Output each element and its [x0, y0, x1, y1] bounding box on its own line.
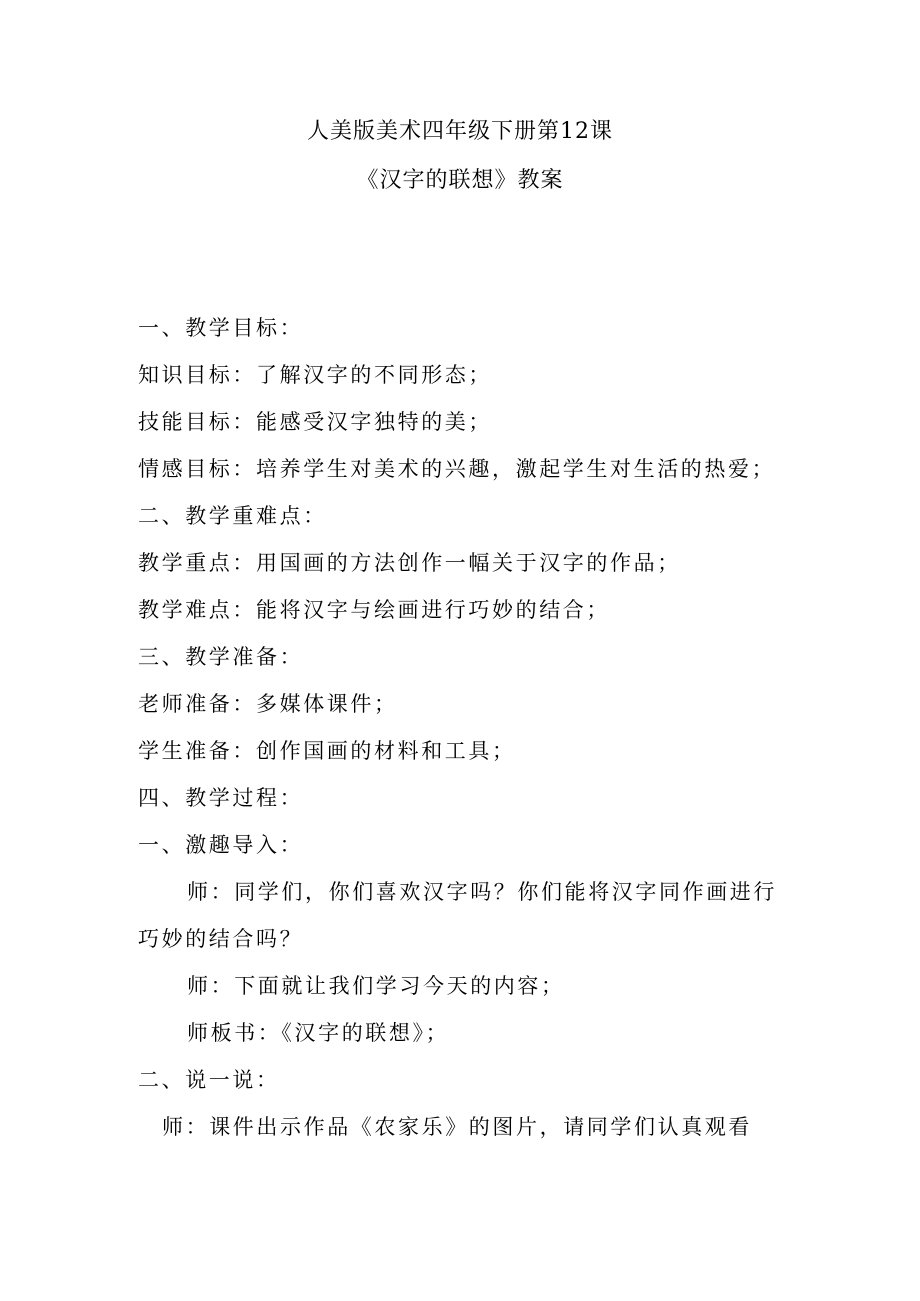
- paragraph-teacher-question-continued: 巧妙的结合吗？: [138, 927, 304, 951]
- paragraph-difficult-point: 教学难点：能将汉字与绘画进行巧妙的结合；: [138, 598, 610, 622]
- subsection-heading-discussion: 二、说一说：: [138, 1068, 280, 1092]
- paragraph-teacher-question: 师：同学们，你们喜欢汉字吗？你们能将汉字同作画进行: [187, 880, 777, 904]
- section-heading-key-points: 二、教学重难点：: [138, 504, 327, 528]
- section-heading-preparation: 三、教学准备：: [138, 645, 304, 669]
- subsection-heading-introduction: 一、激趣导入：: [138, 833, 304, 857]
- paragraph-emotion-objective: 情感目标：培养学生对美术的兴趣，激起学生对生活的热爱；: [138, 457, 776, 481]
- paragraph-teacher-courseware: 师：课件出示作品《农家乐》的图片，请同学们认真观看: [162, 1115, 752, 1139]
- paragraph-teacher-lesson-intro: 师：下面就让我们学习今天的内容；: [187, 974, 565, 998]
- section-heading-process: 四、教学过程：: [138, 786, 304, 810]
- paragraph-teacher-blackboard: 师板书：《汉字的联想》；: [187, 1021, 450, 1045]
- section-heading-objectives: 一、教学目标：: [138, 316, 304, 340]
- paragraph-skill-objective: 技能目标：能感受汉字独特的美；: [138, 410, 492, 434]
- paragraph-key-point: 教学重点：用国画的方法创作一幅关于汉字的作品；: [138, 551, 681, 575]
- document-title-line-1: 人美版美术四年级下册第12课: [307, 119, 613, 144]
- document-title-line-2: 《汉字的联想》教案: [356, 168, 564, 193]
- paragraph-knowledge-objective: 知识目标：了解汉字的不同形态；: [138, 363, 492, 387]
- paragraph-teacher-preparation: 老师准备：多媒体课件；: [138, 692, 398, 716]
- paragraph-student-preparation: 学生准备：创作国画的材料和工具；: [138, 739, 516, 763]
